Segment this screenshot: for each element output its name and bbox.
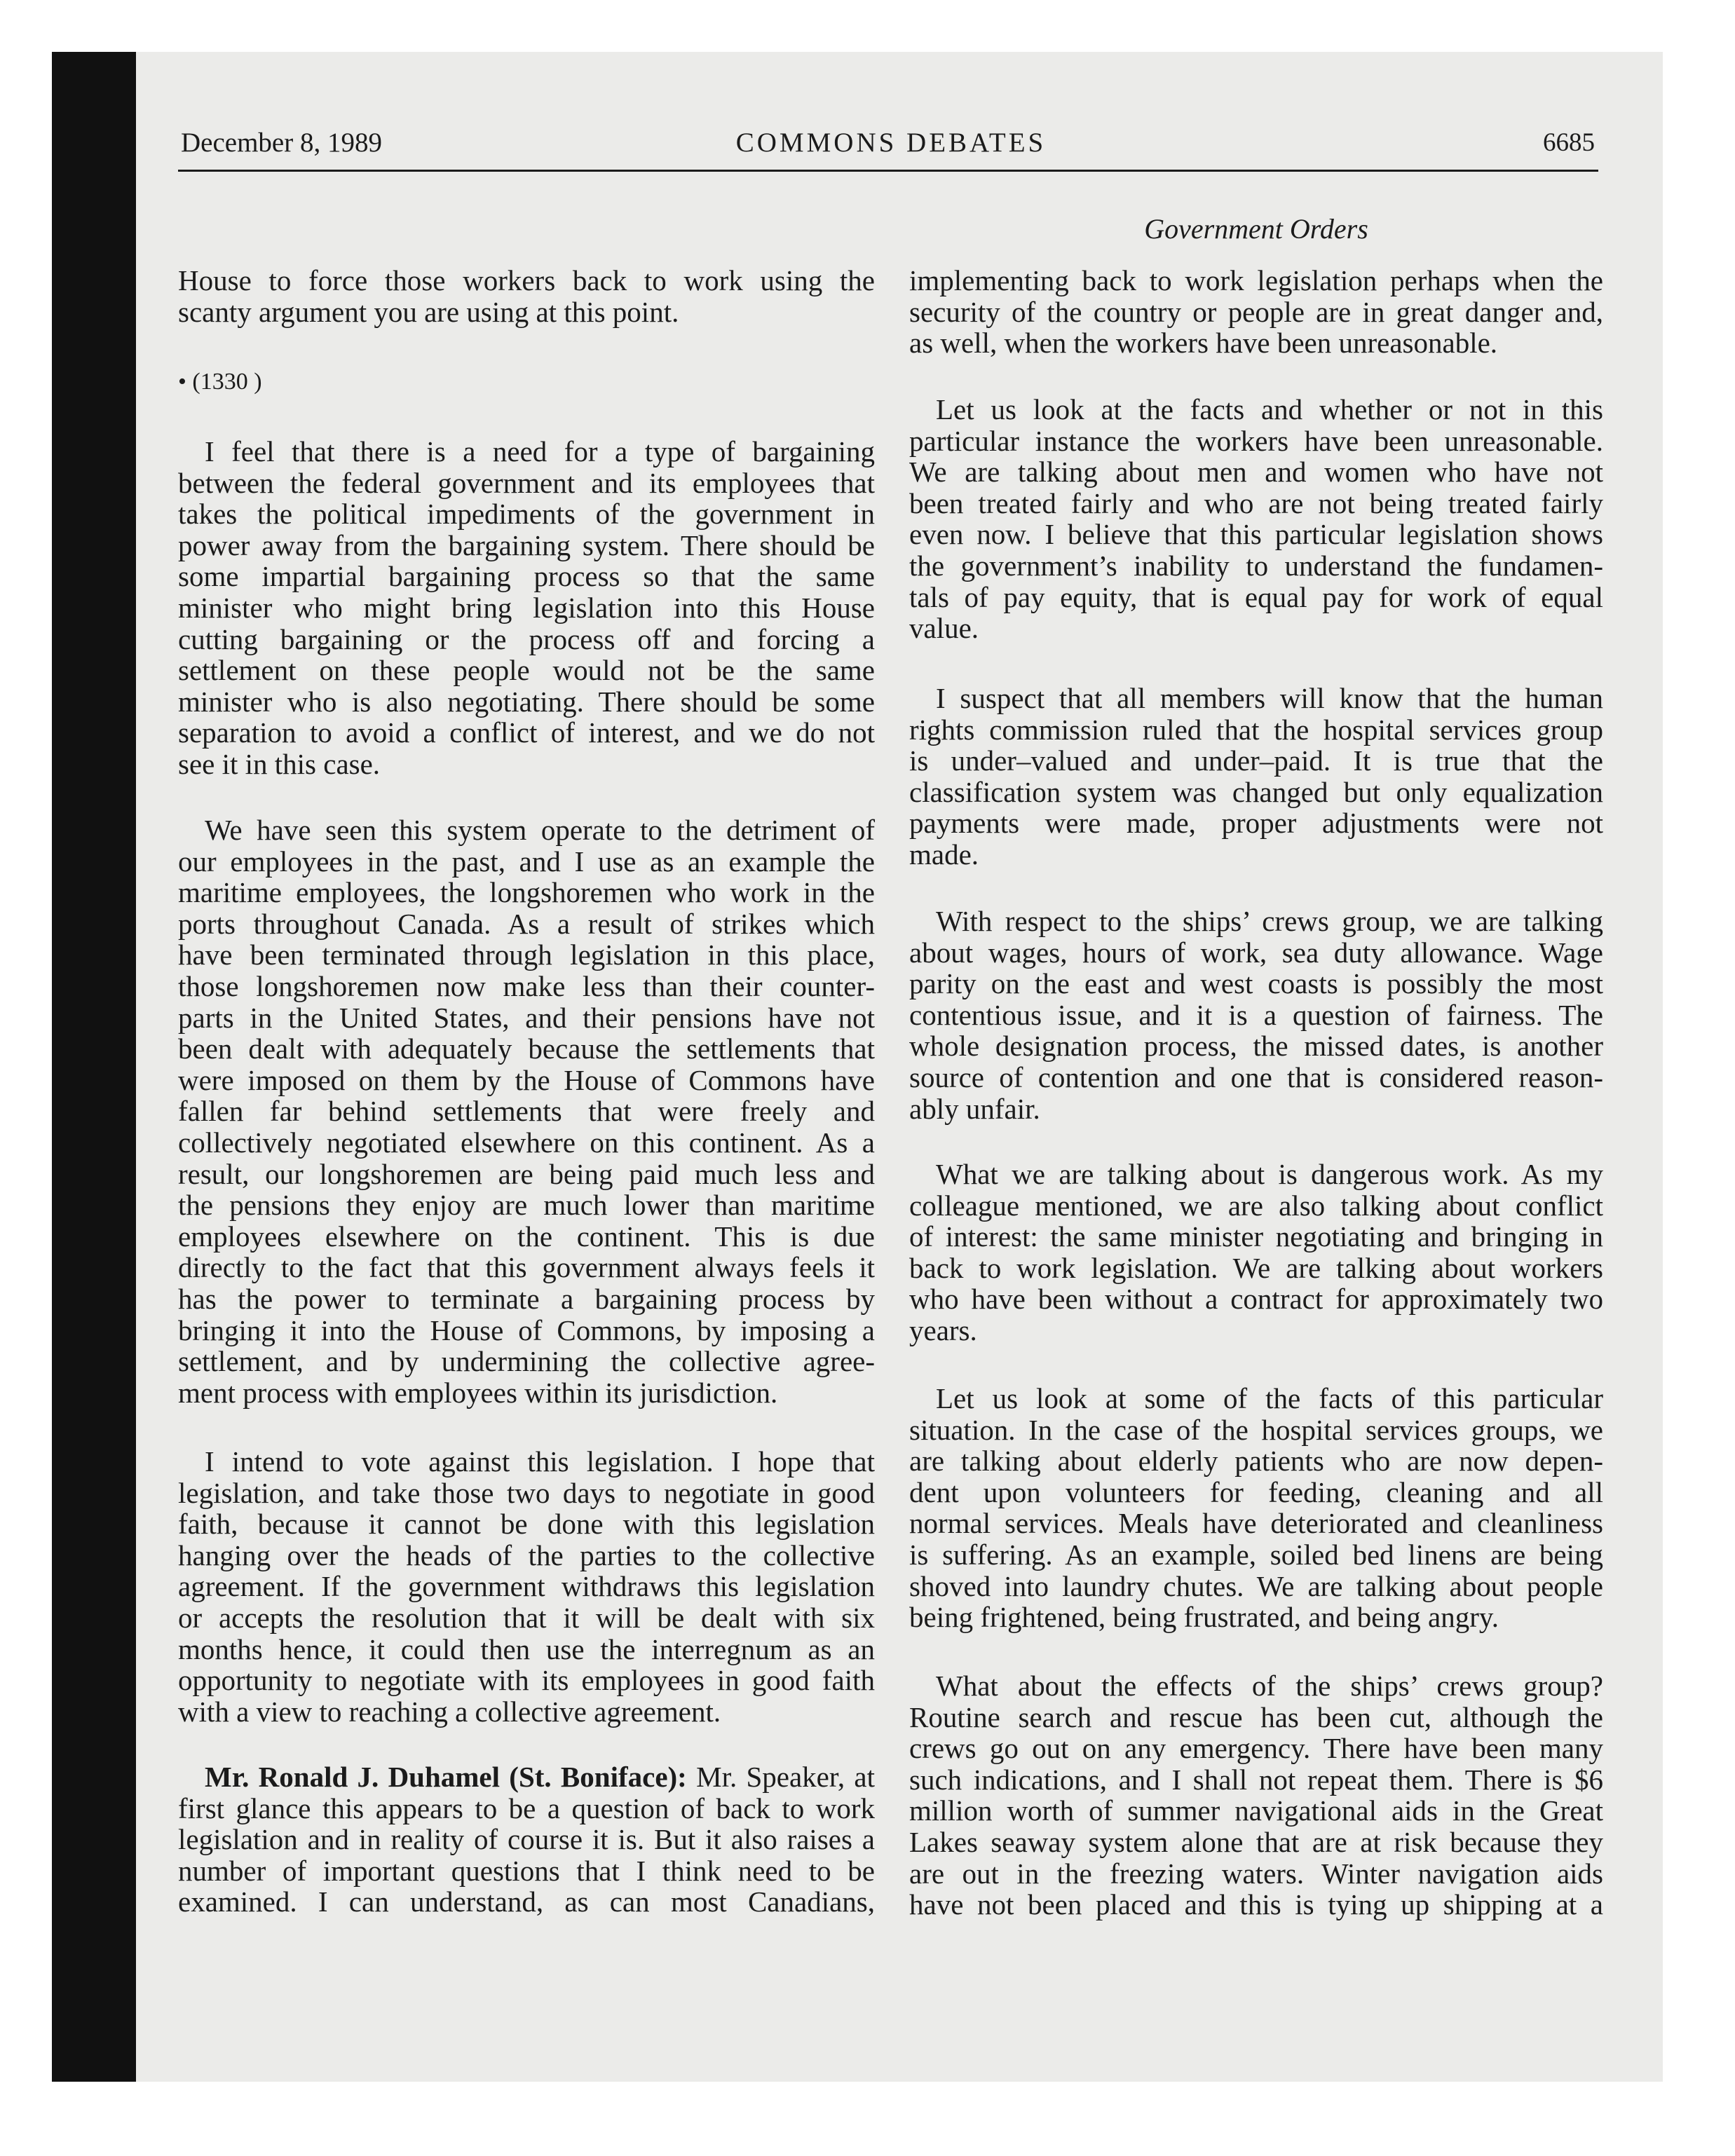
text-line: with a view to reaching a collective agreement. [178, 1695, 721, 1728]
text-line: settlement on these people would not be the same [178, 654, 875, 687]
text-line: shoved into laundry chutes. We are talking about people [909, 1569, 1603, 1602]
text-line: been treated fairly and who are not being treated fairly [909, 486, 1603, 519]
text-line: back to work legislation. We are talking about workers [909, 1251, 1603, 1284]
text-line: minister who is also negotiating. There should be some [178, 685, 875, 718]
text-line: agreement. If the government withdraws this legislation [178, 1570, 875, 1603]
text-line: value. [909, 612, 979, 645]
right-column [909, 0, 1603, 2156]
text-line: classification system was changed but only equalization [909, 775, 1603, 808]
text-line: number of important questions that I think need to be [178, 1854, 875, 1887]
text-line: who have been without a contract for approximately two [909, 1283, 1603, 1316]
paragraph [909, 683, 1603, 871]
text-line: is suffering. As an example, soiled bed linens are being [909, 1538, 1603, 1571]
text-line: contentious issue, and it is a question of fairness. The [909, 998, 1603, 1031]
text-line: fallen far behind settlements that were freely and [178, 1095, 875, 1128]
time-marker: • (1330 ) [178, 369, 262, 395]
text-line: ably unfair. [909, 1092, 1040, 1125]
text-line: employees elsewhere on the continent. This is due [178, 1220, 875, 1253]
paragraph [178, 1446, 875, 1727]
text-line: ports throughout Canada. As a result of strikes which [178, 907, 875, 940]
speaker-name: Mr. Ronald J. Duhamel (St. Boniface): [205, 1761, 687, 1793]
text-line: scanty argument you are using at this point. [178, 295, 679, 328]
text-line: were imposed on them by the House of Commons have [178, 1063, 875, 1096]
text-line: the pensions they enjoy are much lower than maritime [178, 1189, 875, 1222]
paragraph [909, 1383, 1603, 1633]
text-line: bringing it into the House of Commons, by imposing a [178, 1314, 875, 1346]
text-line: as well, when the workers have been unreasonable. [909, 327, 1498, 360]
paragraph [178, 265, 875, 327]
text-line: faith, because it cannot be done with this legislation [178, 1508, 875, 1541]
text-line: months hence, it could then use the interregnum as an [178, 1632, 875, 1665]
text-line: implementing back to work legislation perhaps when the [909, 264, 1603, 296]
text-line: have been terminated through legislation in this place, [178, 939, 875, 971]
text-line: cutting bargaining or the process off and forcing a [178, 622, 875, 655]
text-line: see it in this case. [178, 747, 381, 780]
text-line: or accepts the resolution that it will be dealt with six [178, 1601, 875, 1634]
text-line: source of contention and one that is considered reason- [909, 1060, 1603, 1093]
text-line: million worth of summer navigational aids in the Great [909, 1794, 1603, 1827]
text-line: examined. I can understand, as can most Canadians, [178, 1885, 875, 1918]
page-number: 6685 [1543, 128, 1595, 157]
text-line: even now. I believe that this particular legislation shows [909, 518, 1603, 551]
scan-binding-strip [52, 52, 136, 2082]
text-line: are talking about elderly patients who are now depen- [909, 1445, 1603, 1478]
text-line: crews go out on any emergency. There have been many [909, 1732, 1603, 1765]
text-line: rights commission ruled that the hospital services group [909, 713, 1603, 746]
text-line: dent upon volunteers for feeding, cleaning and all [909, 1475, 1603, 1508]
text-line: What about the effects of the ships’ crews group? [936, 1670, 1603, 1702]
text-line: Let us look at some of the facts of this particular [936, 1382, 1603, 1414]
text-line: opportunity to negotiate with its employees in good faith [178, 1664, 875, 1697]
text-line: separation to avoid a conflict of interest, and we do not [178, 716, 875, 749]
text-line: result, our longshoremen are being paid much less and [178, 1157, 875, 1190]
text-line: security of the country or people are in great danger and, [909, 295, 1603, 328]
text-line: normal services. Meals have deteriorated and cleanliness [909, 1507, 1603, 1540]
text-line: I intend to vote against this legislation. I hope that [205, 1445, 875, 1478]
text-line: about wages, hours of work, sea duty allowance. Wage [909, 936, 1603, 969]
paragraph [909, 394, 1603, 644]
text-line: We are talking about men and women who have not [909, 456, 1603, 489]
text-line: Let us look at the facts and whether or not in this [936, 393, 1603, 425]
text-line: such indications, and I shall not repeat them. There is $6 [909, 1763, 1603, 1796]
paragraph [178, 436, 875, 780]
text-line: those longshoremen now make less than their counter- [178, 969, 875, 1002]
text-line: are out in the freezing waters. Winter navigation aids [909, 1857, 1603, 1890]
text-line: been dealt with adequately because the settlements that [178, 1032, 875, 1065]
paragraph [909, 906, 1603, 1124]
text-line: being frightened, being frustrated, and being angry. [909, 1601, 1499, 1634]
text-line: has the power to terminate a bargaining process by [178, 1282, 875, 1315]
text-line: House to force those workers back to work using the [178, 264, 875, 296]
text-line: With respect to the ships’ crews group, we are talking [936, 905, 1603, 937]
header-date: December 8, 1989 [181, 128, 382, 158]
text-line: legislation, and take those two days to negotiate in good [178, 1476, 875, 1509]
text-line: situation. In the case of the hospital services groups, we [909, 1413, 1603, 1446]
text-line: ment process with employees within its jurisdiction. [178, 1376, 778, 1409]
paragraph [178, 1761, 875, 1918]
text-line: of interest: the same minister negotiating and bringing in [909, 1220, 1603, 1253]
text-line: minister who might bring legislation into this House [178, 591, 875, 624]
text-line: We have seen this system operate to the detriment of [205, 814, 875, 846]
text-line: made. [909, 838, 979, 871]
left-column [178, 0, 875, 2156]
text-line: years. [909, 1314, 977, 1346]
text-line: settlement, and by undermining the collective agree- [178, 1345, 875, 1378]
paragraph [178, 814, 875, 1408]
paragraph [909, 265, 1603, 359]
publication-title: COMMONS DEBATES [735, 128, 1047, 158]
text-line: tals of pay equity, that is equal pay for work of equal [909, 580, 1603, 613]
text-line: the government’s inability to understand the fundamen- [909, 549, 1603, 582]
text-line: I feel that there is a need for a type of bargaining [205, 435, 875, 468]
text-line: parity on the east and west coasts is possibly the most [909, 967, 1603, 1000]
text-line: I suspect that all members will know that the human [936, 682, 1603, 714]
text-line [178, 1761, 875, 1793]
paragraph [909, 1670, 1603, 1920]
text-line: takes the political impediments of the government in [178, 498, 875, 531]
text-line: hanging over the heads of the parties to the collective [178, 1538, 875, 1571]
text-line: is under–valued and under–paid. It is true that the [909, 744, 1603, 777]
text-line: payments were made, proper adjustments were not [909, 807, 1603, 840]
text-line: collectively negotiated elsewhere on this continent. As a [178, 1126, 875, 1159]
text-line: Lakes seaway system alone that are at risk because they [909, 1825, 1603, 1858]
text-line: power away from the bargaining system. There should be [178, 528, 875, 561]
text-fragment: Mr. Speaker, at [696, 1761, 876, 1793]
text-line: some impartial bargaining process so that the same [178, 560, 875, 593]
paragraph [909, 1159, 1603, 1346]
text-line: parts in the United States, and their pensions have not [178, 1001, 875, 1034]
text-line: have not been placed and this is tying up shipping at a [909, 1888, 1603, 1921]
text-line: legislation and in reality of course it is. But it also raises a [178, 1823, 875, 1856]
text-line: whole designation process, the missed dates, is another [909, 1030, 1603, 1063]
text-line: first glance this appears to be a question of back to work [178, 1792, 875, 1824]
text-line: particular instance the workers have been unreasonable. [909, 424, 1603, 457]
text-line: directly to the fact that this government always feels it [178, 1251, 875, 1284]
text-line: What we are talking about is dangerous work. As my [936, 1158, 1603, 1190]
text-line: colleague mentioned, we are also talking about conflict [909, 1189, 1603, 1222]
section-heading: Government Orders [1144, 213, 1368, 245]
text-line: maritime employees, the longshoremen who work in the [178, 876, 875, 909]
text-line: between the federal government and its employees that [178, 466, 875, 499]
text-line: our employees in the past, and I use as an example the [178, 845, 875, 878]
text-line: Routine search and rescue has been cut, although the [909, 1700, 1603, 1733]
